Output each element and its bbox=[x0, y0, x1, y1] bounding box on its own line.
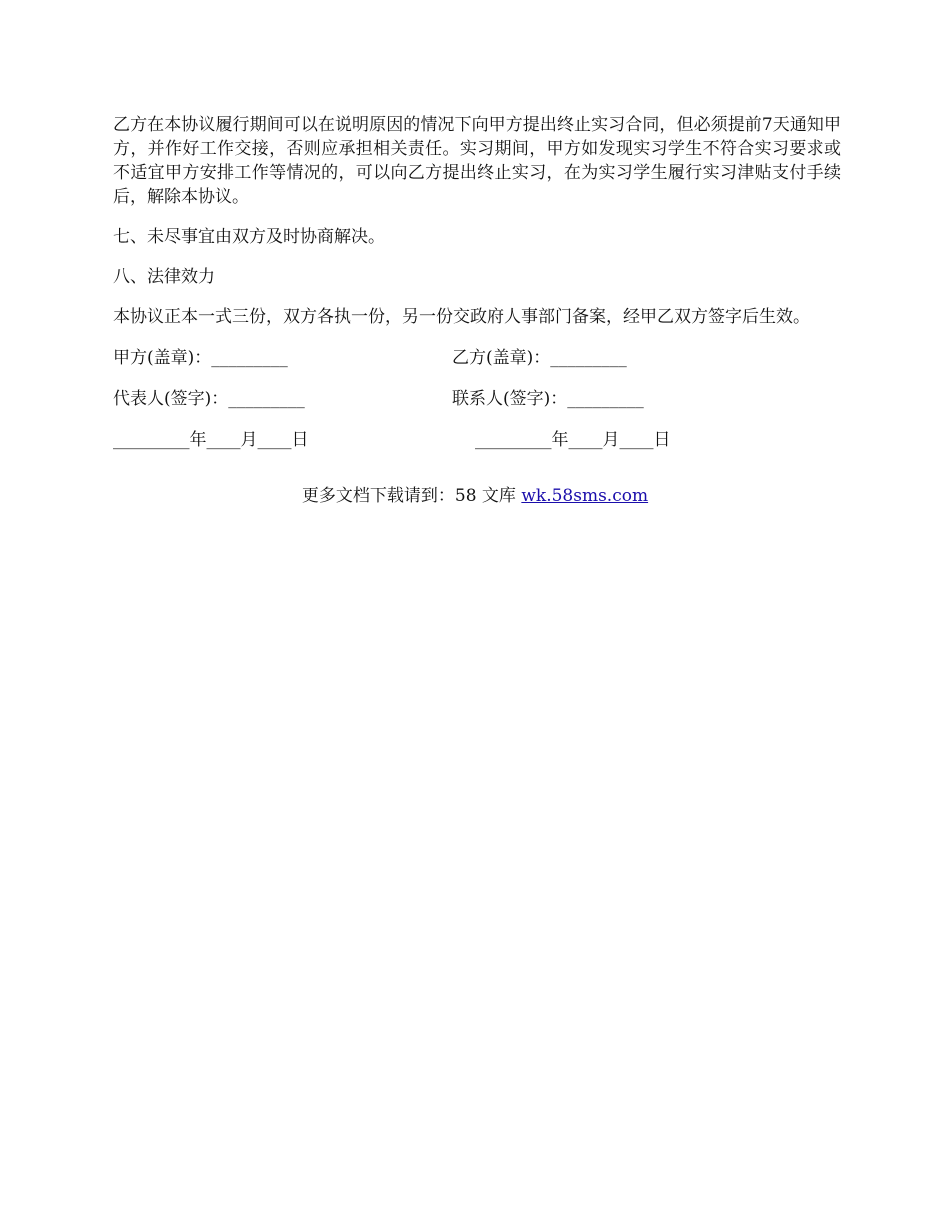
representative-signature-line: 代表人(签字)：_________ bbox=[113, 389, 305, 409]
footer-link[interactable]: wk.58sms.com bbox=[521, 486, 649, 506]
contact-signature-line: 联系人(签字)：_________ bbox=[452, 389, 644, 409]
date-line-right: _________年____月____日 bbox=[475, 430, 671, 450]
date-row bbox=[113, 428, 841, 452]
download-footer bbox=[0, 484, 950, 508]
seal-row bbox=[113, 346, 841, 370]
footer-prefix: 更多文档下载请到：58 文库 bbox=[301, 486, 522, 506]
party-a-seal-line: 甲方(盖章)：_________ bbox=[113, 348, 288, 368]
document-body bbox=[113, 113, 841, 452]
section-seven: 七、未尽事宜由双方及时协商解决。 bbox=[113, 227, 385, 247]
date-line-left: _________年____月____日 bbox=[113, 430, 309, 450]
section-eight-heading: 八、法律效力 bbox=[113, 267, 215, 287]
termination-paragraph: 乙方在本协议履行期间可以在说明原因的情况下向甲方提出终止实习合同，但必须提前7天通知甲方，并作好工作交接，否则应承担相关责任。实习期间，甲方如发现实习学生不符合实习要求或不适宜甲方安排工作等情况的，可以向乙方提出终止实习，在为实习学生履行实习津贴支付手续后，解除本协议。 bbox=[113, 115, 841, 207]
signature-row bbox=[113, 387, 841, 411]
party-b-seal-line: 乙方(盖章)：_________ bbox=[452, 348, 627, 368]
legal-effect-paragraph: 本协议正本一式三份，双方各执一份，另一份交政府人事部门备案，经甲乙双方签字后生效。 bbox=[113, 307, 810, 327]
